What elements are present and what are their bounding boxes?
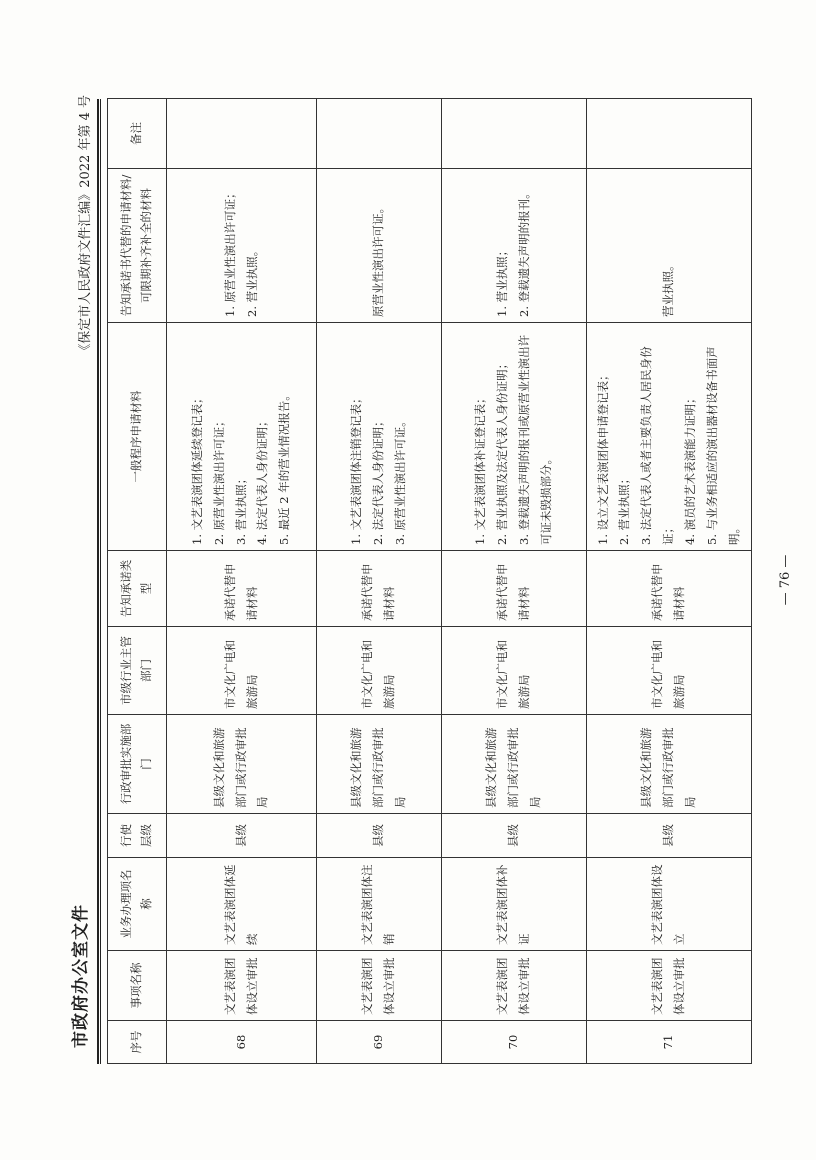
table-row [587,99,752,1064]
cell-level: 县级 [442,814,587,858]
cell-authority: 市文化广电和旅游局 [442,627,587,715]
replaced-list [658,174,680,317]
materials-item: 1. 文艺表演团体延续登记表； [189,392,204,545]
table-row [317,99,442,1064]
col-authority: 市级行业主管部门 [108,627,167,715]
table-row [167,99,317,1064]
cell-level: 县级 [587,814,752,858]
materials-item: 4. 法定代表人身份证明； [255,415,270,545]
cell-promise-type: 承诺代替申请材料 [167,551,317,627]
materials-item: 2. 法定代表人身份证明； [371,415,386,545]
materials-item: 2. 营业执照； [617,472,632,545]
cell-seq: 70 [442,1021,587,1064]
cell-promise-type: 承诺代替申请材料 [442,551,587,627]
cell-replaced [317,169,442,323]
col-replaced: 告知承诺书代替的申请材料/可限期补齐补全的材料 [108,169,167,323]
cell-business: 文艺表演团体延续 [167,858,317,951]
table-row [442,99,587,1064]
cell-remarks [587,99,752,169]
replaced-list [220,174,264,317]
materials-item: 5. 与业务相适应的演出器材设备书面声明。 [704,346,741,545]
materials-list [346,328,412,545]
cell-seq: 68 [167,1021,317,1064]
replaced-item: 原营业性演出许可证。 [371,202,386,317]
cell-materials [317,323,442,551]
materials-item: 4. 演员的艺术表演能力证明； [682,392,697,545]
materials-list [187,328,296,545]
replaced-item: 2. 登载遗失声明的报刊。 [517,187,531,317]
materials-item: 1. 文艺表演团体补证登记表； [473,392,488,545]
cell-materials [587,323,752,551]
cell-replaced [442,169,587,323]
replaced-item: 1. 营业执照； [495,244,510,317]
cell-authority: 市文化广电和旅游局 [587,627,752,715]
approval-items-table [107,98,752,1064]
cell-promise-type: 承诺代替申请材料 [317,551,442,627]
cell-materials [167,323,317,551]
replaced-list [492,174,536,317]
materials-item: 1. 文艺表演团体注销登记表； [349,392,364,545]
materials-item: 2. 原营业性演出许可证； [211,415,226,545]
cell-remarks [167,99,317,169]
cell-item: 文艺表演团体设立审批 [442,951,587,1021]
col-promise-type: 告知承诺类型 [108,551,167,627]
cell-materials [442,323,587,551]
cell-business: 文艺表演团体设立 [587,858,752,951]
col-item: 事项名称 [108,951,167,1021]
compilation-header: 《保定市人民政府文件汇编》2022 年第 4 号 [78,95,93,357]
cell-dept: 县级文化和旅游部门或行政审批局 [317,715,442,814]
materials-item: 3. 营业执照； [233,472,248,545]
col-level: 行使层级 [108,814,167,858]
replaced-item: 1. 原营业性演出许可证； [222,187,237,317]
cell-replaced [587,169,752,323]
cell-business: 文艺表演团体注销 [317,858,442,951]
col-materials: 一般程序申请材料 [108,323,167,551]
cell-promise-type: 承诺代替申请材料 [587,551,752,627]
materials-item: 3. 法定代表人或者主要负责人居民身份证； [639,346,676,545]
cell-dept: 县级文化和旅游部门或行政审批局 [167,715,317,814]
header-rule-thin [100,99,101,1064]
office-header: 市政府办公室文件 [71,904,91,1048]
cell-level: 县级 [317,814,442,858]
cell-authority: 市文化广电和旅游局 [167,627,317,715]
page-number: — 76 — [778,554,793,606]
col-dept: 行政审批实施部门 [108,715,167,814]
materials-item: 3. 登载遗失声明的报刊或原营业性演出许可证未毁损部分。 [517,334,553,545]
materials-list [593,328,746,545]
cell-authority: 市文化广电和旅游局 [317,627,442,715]
materials-list [470,328,557,545]
cell-dept: 县级文化和旅游部门或行政审批局 [587,715,752,814]
cell-item: 文艺表演团体设立审批 [317,951,442,1021]
header-rule [97,99,99,1064]
cell-dept: 县级文化和旅游部门或行政审批局 [442,715,587,814]
materials-item: 1. 设立文艺表演团体申请登记表； [595,369,610,545]
replaced-item: 2. 营业执照。 [244,244,259,317]
col-seq: 序号 [108,1021,167,1064]
table-header-row [108,99,167,1064]
col-business: 业务办理项名 称 [108,858,167,951]
cell-remarks [317,99,442,169]
materials-item: 2. 营业执照及法定代表人身份证明； [495,357,510,545]
cell-item: 文艺表演团体设立审批 [587,951,752,1021]
materials-item: 3. 原营业性演出许可证。 [392,415,407,545]
replaced-item: 营业执照。 [661,259,676,317]
cell-seq: 69 [317,1021,442,1064]
cell-item: 文艺表演团体设立审批 [167,951,317,1021]
cell-business: 文艺表演团体补证 [442,858,587,951]
cell-level: 县级 [167,814,317,858]
cell-seq: 71 [587,1021,752,1064]
col-remarks: 备注 [108,99,167,169]
cell-replaced [167,169,317,323]
materials-item: 5. 最近 2 年的营业情况报告。 [277,389,292,545]
replaced-list [368,174,390,317]
cell-remarks [442,99,587,169]
